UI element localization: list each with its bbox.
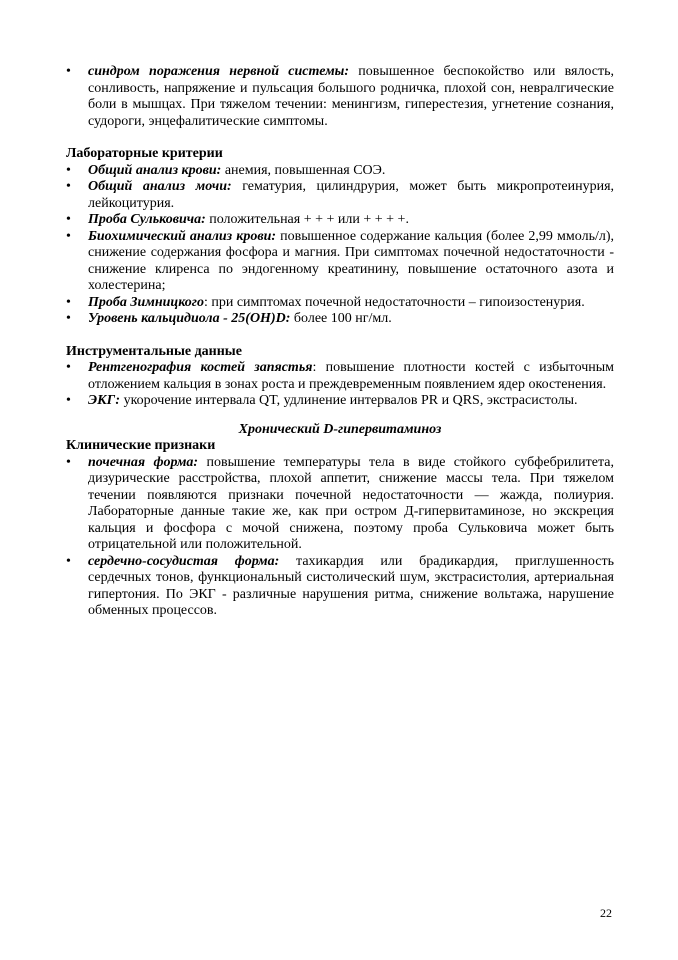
list-item bbox=[66, 554, 614, 620]
instrumental-data-heading: Инструментальные данные bbox=[66, 343, 242, 359]
item-lead: синдром поражения нервной системы: bbox=[88, 64, 350, 79]
item-lead: Уровень кальцидиола - 25(OH)D: bbox=[88, 311, 291, 326]
lab-criteria-heading: Лабораторные критерии bbox=[66, 146, 223, 161]
item-lead: ЭКГ: bbox=[88, 393, 121, 408]
item-text: : повышение плотности костей с избыточным отложением кальция в зонах роста и преждевременным появлением ядер окостенения. bbox=[88, 360, 615, 392]
item-text: повышение температуры тела в виде стойкого субфебрилитета, дизурические расстройства, плохой аппетит, снижение массы тела. При тяжелом течении появляются признаки почечной недостаточности — жажда, полиурия. Лабораторные данные такие же, как при остром Д-гипервитаминозе, но экскреция кальция и фосфора с мочой снижена, поэтому проба Сульковича может быть отрицательной или положительной. bbox=[88, 454, 614, 552]
list-item bbox=[66, 212, 614, 229]
page-number: 22 bbox=[600, 906, 612, 920]
item-lead: Рентгенография костей запястья bbox=[88, 360, 313, 375]
item-lead: Общий анализ крови: bbox=[88, 162, 222, 178]
item-text: укорочение интервала QT, удлинение интервалов PR и QRS, экстрасистолы. bbox=[120, 393, 578, 408]
item-text: : при симптомах почечной недостаточности – гипоизостенурия. bbox=[203, 294, 585, 310]
item-lead: сердечно-сосудистая форма: bbox=[88, 553, 280, 569]
list-item bbox=[66, 179, 614, 212]
item-text: положительная + + + или + + + +. bbox=[205, 212, 409, 227]
instrumental-data-list bbox=[66, 360, 614, 410]
list-item bbox=[66, 455, 614, 554]
item-lead: Биохимический анализ крови: bbox=[88, 228, 277, 244]
item-text: более 100 нг/мл. bbox=[290, 311, 392, 326]
item-text: повышенное содержание кальция (более 2,99 ммоль/л), снижение содержания фосфора и магния. При симптомах почечной недостаточности - снижение клиренса по эндогенному креатинину, повышение остаточного азота и холестерина; bbox=[88, 228, 614, 293]
chronic-hypervitaminosis-subtitle: Хронический D-гипервитаминоз bbox=[238, 421, 442, 437]
list-item bbox=[66, 393, 614, 410]
nervous-system-list bbox=[66, 64, 614, 130]
item-lead: Проба Зимницкого bbox=[88, 294, 204, 310]
list-item bbox=[66, 311, 614, 328]
item-text: анемия, повышенная СОЭ. bbox=[221, 162, 386, 178]
item-lead: почечная форма: bbox=[88, 454, 199, 470]
item-lead: Проба Сульковича: bbox=[88, 212, 206, 227]
item-text: повышенное беспокойство или вялость, сонливость, напряжение и пульсация большого родничка, плохой сон, невралгические боли в мышцах. При тяжелом течении: менингизм, гиперестезия, угнетение сознания, судороги, энцефалитические симптомы. bbox=[88, 64, 614, 129]
item-lead: Общий анализ мочи: bbox=[88, 179, 232, 194]
list-item bbox=[66, 229, 614, 295]
clinical-signs-heading: Клинические признаки bbox=[66, 438, 216, 453]
list-item bbox=[66, 360, 614, 393]
list-item bbox=[66, 295, 614, 312]
list-item bbox=[66, 64, 614, 130]
item-text: гематурия, цилиндрурия, может быть микропротеинурия, лейкоцитурия. bbox=[88, 179, 615, 211]
page-content bbox=[66, 64, 614, 620]
list-item bbox=[66, 163, 614, 180]
lab-criteria-list bbox=[66, 163, 614, 328]
clinical-signs-list bbox=[66, 455, 614, 620]
item-text: тахикардия или брадикардия, приглушенность сердечных тонов, функциональный систолический шум, экстрасистолия, артериальная гипертония. По ЭКГ - различные нарушения ритма, снижение вольтажа, нарушение обменных процессов. bbox=[88, 553, 614, 618]
